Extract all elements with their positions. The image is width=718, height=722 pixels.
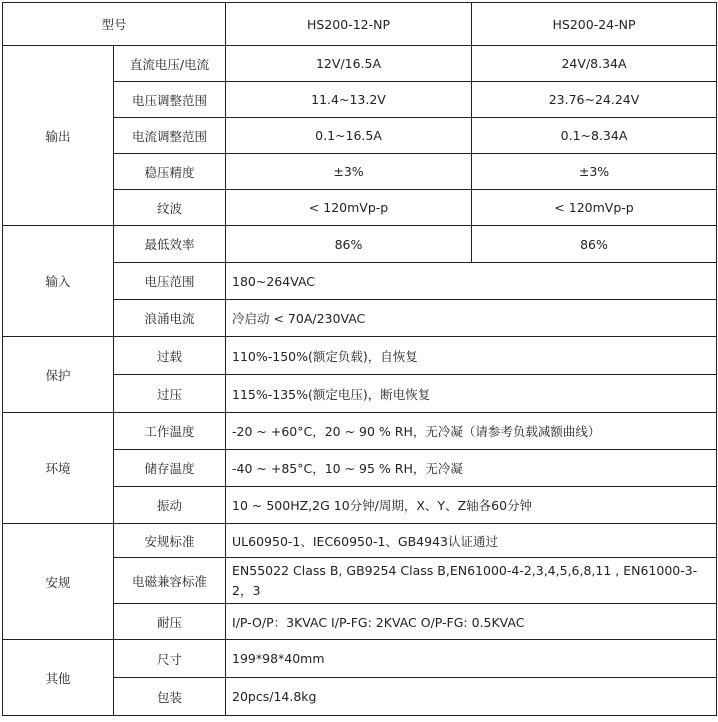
param-label: 储存温度 xyxy=(114,450,226,487)
model-label-cell: 型号 xyxy=(3,3,226,46)
param-label: 工作温度 xyxy=(114,413,226,450)
value-model-b: 23.76~24.24V xyxy=(472,82,717,118)
value-merged: UL60950-1、IEC60950-1、GB4943认证通过 xyxy=(226,524,717,558)
value-model-a: 12V/16.5A xyxy=(226,46,472,82)
table-row xyxy=(3,46,717,82)
category-safety: 安规 xyxy=(3,524,114,640)
value-model-a: 0.1~16.5A xyxy=(226,118,472,154)
category-environment: 环境 xyxy=(3,413,114,524)
param-label: 电压范围 xyxy=(114,263,226,300)
param-label: 耐压 xyxy=(114,604,226,640)
value-merged: 110%-150%(额定负载)，自恢复 xyxy=(226,337,717,375)
value-model-a: 11.4~13.2V xyxy=(226,82,472,118)
value-model-b: < 120mVp-p xyxy=(472,190,717,226)
value-merged: 20pcs/14.8kg xyxy=(226,678,717,716)
table-row xyxy=(3,337,717,375)
value-model-b: ±3% xyxy=(472,154,717,190)
table-row xyxy=(3,226,717,263)
param-label: 最低效率 xyxy=(114,226,226,263)
value-merged: -40 ~ +85°C，10 ~ 95 % RH，无冷凝 xyxy=(226,450,717,487)
param-label: 包装 xyxy=(114,678,226,716)
value-merged: I/P-O/P：3KVAC I/P-FG: 2KVAC O/P-FG: 0.5KVAC xyxy=(226,604,717,640)
param-label: 直流电压/电流 xyxy=(114,46,226,82)
category-other: 其他 xyxy=(3,640,114,716)
param-label: 尺寸 xyxy=(114,640,226,678)
table-row xyxy=(3,413,717,450)
value-model-b: 86% xyxy=(472,226,717,263)
value-merged: 10 ~ 500HZ,2G 10分钟/周期，X、Y、Z轴各60分钟 xyxy=(226,487,717,524)
param-label: 过压 xyxy=(114,375,226,413)
param-label: 过载 xyxy=(114,337,226,375)
param-label: 电流调整范围 xyxy=(114,118,226,154)
value-merged: 115%-135%(额定电压)，断电恢复 xyxy=(226,375,717,413)
value-merged: 180~264VAC xyxy=(226,263,717,300)
value-model-b: 24V/8.34A xyxy=(472,46,717,82)
header-row xyxy=(3,3,717,46)
model-b-header: HS200-24-NP xyxy=(472,3,717,46)
param-label: 电压调整范围 xyxy=(114,82,226,118)
param-label: 安规标准 xyxy=(114,524,226,558)
value-model-b: 0.1~8.34A xyxy=(472,118,717,154)
table-row xyxy=(3,524,717,558)
param-label: 振动 xyxy=(114,487,226,524)
param-label: 稳压精度 xyxy=(114,154,226,190)
param-label: 电磁兼容标准 xyxy=(114,558,226,604)
param-label: 浪涌电流 xyxy=(114,300,226,337)
spec-table xyxy=(2,2,717,716)
category-protection: 保护 xyxy=(3,337,114,413)
value-merged: EN55022 Class B, GB9254 Class B,EN61000-4-2,3,4,5,6,8,11 , EN61000-3-2，3 xyxy=(226,558,717,604)
category-output: 输出 xyxy=(3,46,114,226)
value-model-a: 86% xyxy=(226,226,472,263)
value-merged: 199*98*40mm xyxy=(226,640,717,678)
model-a-header: HS200-12-NP xyxy=(226,3,472,46)
param-label: 纹波 xyxy=(114,190,226,226)
value-model-a: ±3% xyxy=(226,154,472,190)
value-merged: 冷启动 < 70A/230VAC xyxy=(226,300,717,337)
category-input: 输入 xyxy=(3,226,114,337)
value-merged: -20 ~ +60°C，20 ~ 90 % RH，无冷凝（请参考负载减额曲线） xyxy=(226,413,717,450)
value-model-a: < 120mVp-p xyxy=(226,190,472,226)
table-row xyxy=(3,640,717,678)
